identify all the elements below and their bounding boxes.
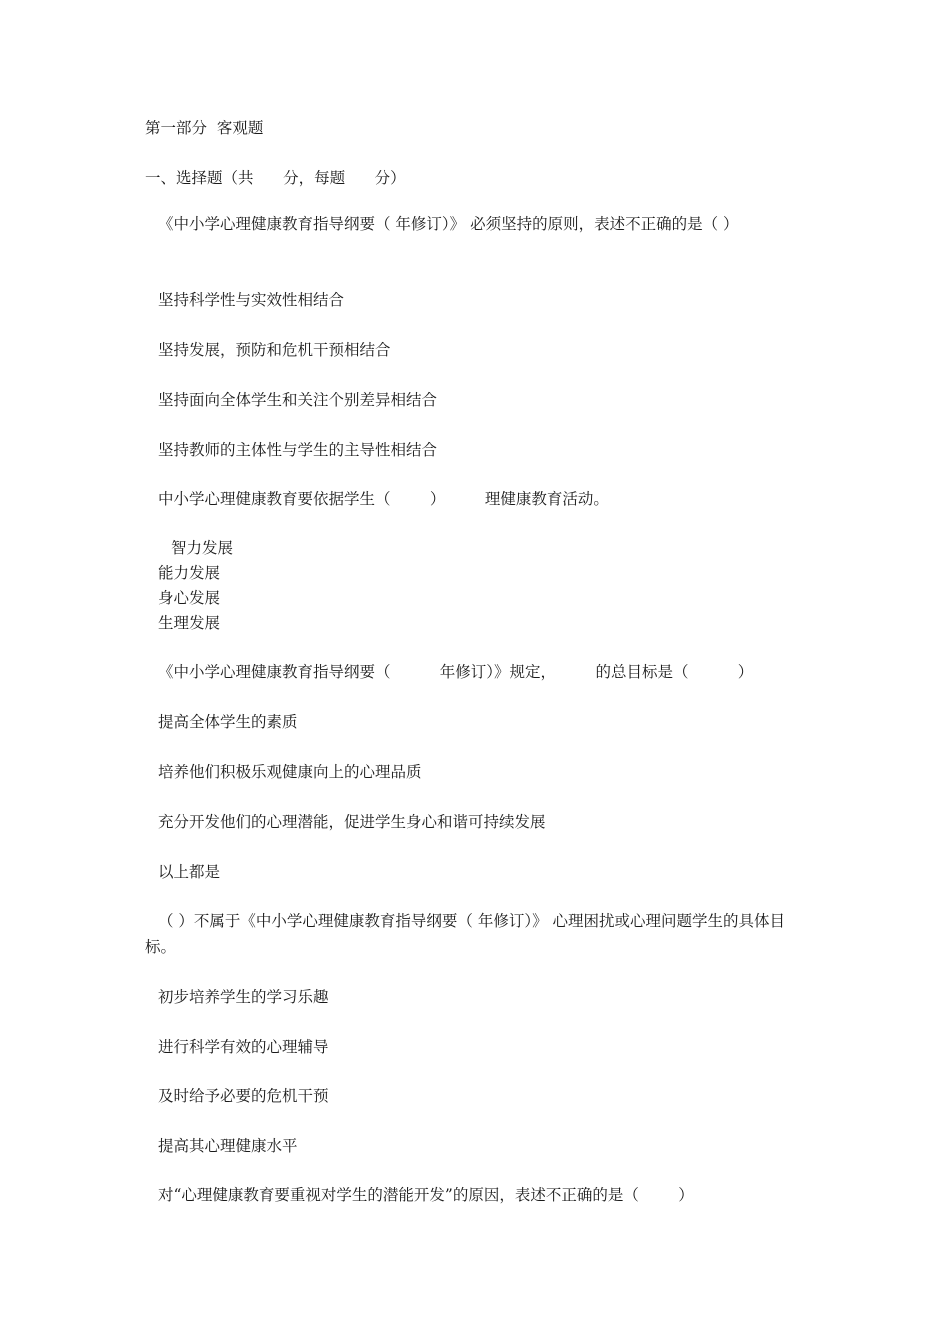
question-2-stem: 中小学心理健康教育要依据学生（ ） 理健康教育活动。: [158, 490, 609, 508]
question-4-option-b: 进行科学有效的心理辅导: [158, 1038, 329, 1056]
question-4-option-a: 初步培养学生的学习乐趣: [158, 988, 329, 1006]
question-3-option-d: 以上都是: [158, 863, 221, 881]
question-2-option-b: 能力发展: [158, 564, 221, 582]
question-1-option-a: 坚持科学性与实效性相结合: [158, 291, 345, 309]
question-3-option-c: 充分开发他们的心理潜能，促进学生身心和谐可持续发展: [158, 813, 546, 831]
question-5-stem: 对“心理健康教育要重视对学生的潜能开发”的原因，表述不正确的是（ ）: [158, 1186, 694, 1204]
part-title: 第一部分 客观题: [145, 119, 264, 137]
question-1-option-b: 坚持发展，预防和危机干预相结合: [158, 341, 391, 359]
question-2-option-c: 身心发展: [158, 589, 221, 607]
question-4-option-d: 提高其心理健康水平: [158, 1137, 298, 1155]
question-1-option-c: 坚持面向全体学生和关注个别差异相结合: [158, 391, 438, 409]
question-3-option-b: 培养他们积极乐观健康向上的心理品质: [158, 763, 422, 781]
question-4-stem: （ ）不属于《中小学心理健康教育指导纲要（ 年修订）》 心理困扰或心理问题学生的具体目标。: [145, 912, 786, 956]
question-3-stem: 《中小学心理健康教育指导纲要（ 年修订）》规定， 的总目标是（ ）: [158, 663, 754, 681]
question-1-stem: 《中小学心理健康教育指导纲要（ 年修订）》 必须坚持的原则，表述不正确的是（ ）: [158, 215, 739, 233]
question-3-option-a: 提高全体学生的素质: [158, 713, 298, 731]
question-4-option-c: 及时给予必要的危机干预: [158, 1087, 329, 1105]
question-2-option-d: 生理发展: [158, 614, 221, 632]
question-2-option-a: 智力发展: [171, 539, 234, 557]
section-title: 一、选择题（共 分，每题 分）: [145, 169, 406, 187]
question-1-option-d: 坚持教师的主体性与学生的主导性相结合: [158, 441, 438, 459]
